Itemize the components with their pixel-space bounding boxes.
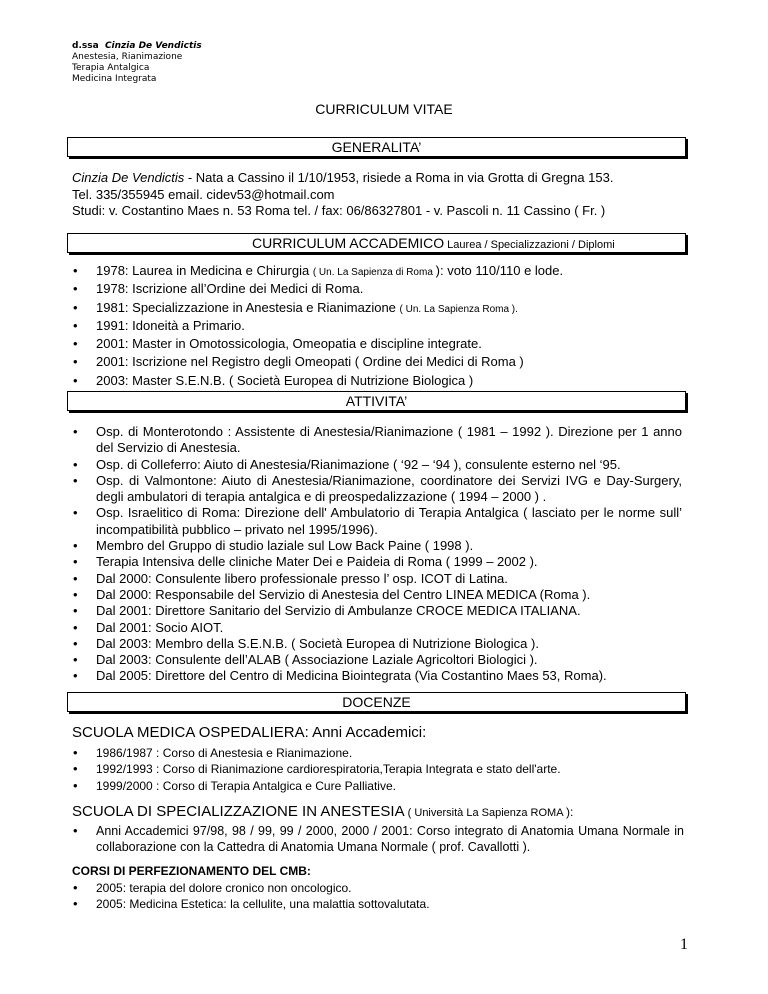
scuola-specializzazione-list [72,823,684,856]
attivita-item: • Membro del Gruppo di studio laziale sul Low Back Paine ( 1998 ). [72,538,682,554]
accademico-item: • 2001: Master in Omotossicologia, Omeopatia e discipline integrate. [72,336,692,354]
letterhead [72,41,202,85]
letterhead-line: Medicina Integrata [72,74,157,84]
attivita-item: • Osp. Israelitico di Roma: Direzione dell' Ambulatorio di Terapia Antalgica ( lasciato per le norme sull’ incompatibilità pubblico – privato nel 1995/1996). [72,505,682,538]
cmb-title: CORSI DI PERFEZIONAMENTO DEL CMB: [72,864,311,878]
attivita-item: • Terapia Intensiva delle cliniche Mater Dei e Paideia di Roma ( 1999 – 2002 ). [72,554,682,570]
attivita-list [72,424,682,685]
page-number: 1 [680,936,688,953]
attivita-item: • Dal 2005: Direttore del Centro di Medicina Biointegrata (Via Costantino Maes 53, Roma). [72,668,682,684]
scuola-medica-title: SCUOLA MEDICA OSPEDALIERA: Anni Accademici: [72,724,427,741]
attivita-item: • Osp. di Monterotondo : Assistente di Anestesia/Rianimazione ( 1981 – 1992 ). Direzione per 1 anno del Servizio di Anestesia. [72,424,682,457]
scuola-medica-item: • 1992/1993 : Corso di Rianimazione cardiorespiratoria,Terapia Integrata e stato dell'arte. [72,761,692,777]
scuola-medica-item: • 1999/2000 : Corso di Terapia Antalgica e Cure Palliative. [72,778,692,794]
scuola-specializzazione-item: • Anni Accademici 97/98, 98 / 99, 99 / 2000, 2000 / 2001: Corso integrato di Anatomia Umana Normale in collaborazione con la Cattedra di Anatomia Umana Normale ( prof. Cavallotti ). [72,823,684,856]
generalita-line: Studi: v. Costantino Maes n. 53 Roma tel. / fax: 06/86327801 - v. Pascoli n. 11 Cassino ( Fr. ) [72,203,606,218]
letterhead-name: d.ssa Cinzia De Vendictis [72,41,202,51]
attivita-item: • Osp. di Valmontone: Aiuto di Anestesia/Rianimazione, coordinatore dei Servizi IVG e Day-Surgery, degli ambulatori di terapia antalgica e di preospedalizzazione ( 1994 – 2000 ) . [72,473,682,506]
cmb-item: • 2005: terapia del dolore cronico non oncologico. [72,880,692,896]
attivita-item: • Dal 2001: Socio AIOT. [72,620,682,636]
accademico-item: • 2001: Iscrizione nel Registro degli Omeopati ( Ordine dei Medici di Roma ) [72,354,692,372]
generalita-line: Tel. 335/355945 email. cidev53@hotmail.com [72,186,335,202]
cmb-list [72,880,692,913]
document-title: CURRICULUM VITAE [315,101,453,117]
attivita-item: • Dal 2003: Membro della S.E.N.B. ( Società Europea di Nutrizione Biologica ). [72,636,682,652]
cmb-item: • 2005: Medicina Estetica: la cellulite, una malattia sottovalutata. [72,896,692,912]
scuola-specializzazione-title: SCUOLA DI SPECIALIZZAZIONE IN ANESTESIA ( Università La Sapienza ROMA ): [72,803,574,820]
scuola-medica-list [72,745,692,794]
section-heading-attivita: ATTIVITA’ [67,391,686,411]
letterhead-line: Terapia Antalgica [72,63,150,73]
accademico-item: • 2003: Master S.E.N.B. ( Società Europea di Nutrizione Biologica ) [72,373,692,391]
section-heading-accademico: CURRICULUM ACCADEMICO Laurea / Specializzazioni / Diplomi [67,233,686,253]
scuola-medica-item: • 1986/1987 : Corso di Anestesia e Rianimazione. [72,745,692,761]
attivita-item: • Dal 2003: Consulente dell’ALAB ( Associazione Laziale Agricoltori Biologici ). [72,652,682,668]
accademico-item: • 1978: Laurea in Medicina e Chirurgia ( Un. La Sapienza di Roma ): voto 110/110 e lode. [72,263,692,281]
attivita-item: • Dal 2000: Consulente libero professionale presso l’ osp. ICOT di Latina. [72,571,682,587]
section-heading-docenze: DOCENZE [67,692,686,712]
letterhead-line: Anestesia, Rianimazione [72,52,183,62]
attivita-item: • Osp. di Colleferro: Aiuto di Anestesia/Rianimazione ( ‘92 – ‘94 ), consulente esterno nel ‘95. [72,457,682,473]
attivita-item: • Dal 2001: Direttore Sanitario del Servizio di Ambulanze CROCE MEDICA ITALIANA. [72,603,682,619]
section-heading-generalita: GENERALITA’ [67,137,686,157]
accademico-list [72,263,692,391]
accademico-item: • 1978: Iscrizione all’Ordine dei Medici di Roma. [72,281,692,299]
accademico-item: • 1981: Specializzazione in Anestesia e Rianimazione ( Un. La Sapienza Roma ). [72,300,692,318]
attivita-item: • Dal 2000: Responsabile del Servizio di Anestesia del Centro LINEA MEDICA (Roma ). [72,587,682,603]
generalita-block [72,170,613,220]
generalita-line: Cinzia De Vendictis - Nata a Cassino il 1/10/1953, risiede a Roma in via Grotta di Gregna 153. [72,170,614,185]
accademico-item: • 1991: Idoneità a Primario. [72,318,692,336]
